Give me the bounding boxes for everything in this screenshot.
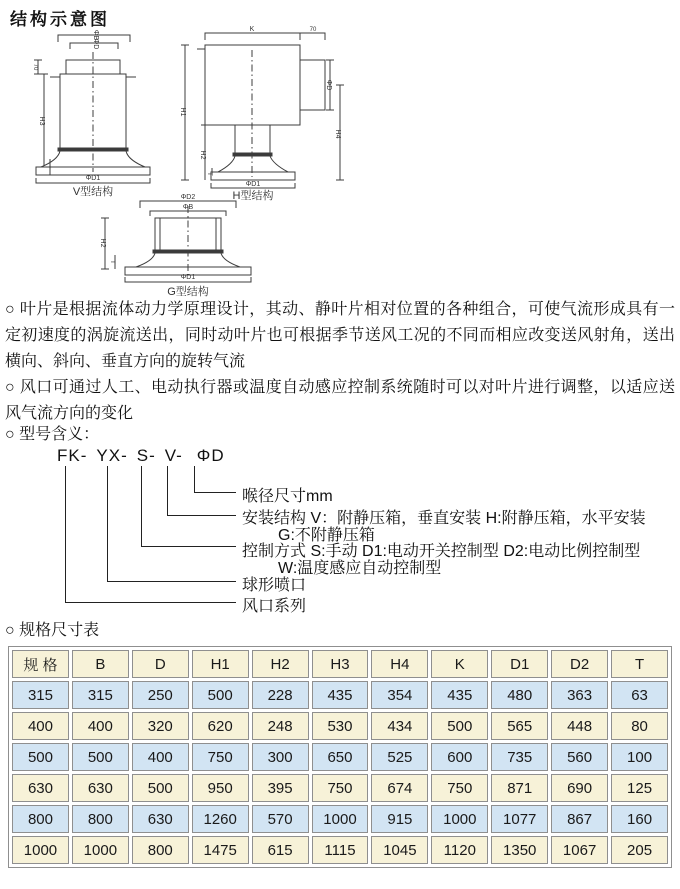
spec-cell: 800 <box>12 805 69 833</box>
spec-cell: 480 <box>491 681 548 709</box>
spec-cell: 800 <box>132 836 189 864</box>
model-label-install2: G:不附静压箱 <box>278 527 375 544</box>
v-type-diagram <box>32 30 150 198</box>
spec-cell: 248 <box>252 712 309 740</box>
h-dim-phiD: ΦD <box>325 79 332 91</box>
spec-cell: 1000 <box>72 836 129 864</box>
spec-cell: 1045 <box>371 836 428 864</box>
spec-cell: 395 <box>252 774 309 802</box>
spec-cell: 650 <box>312 743 369 771</box>
spec-cell: 400 <box>132 743 189 771</box>
v-dim-H3: H3 <box>38 116 45 126</box>
spec-cell: 615 <box>252 836 309 864</box>
spec-cell: 630 <box>132 805 189 833</box>
spec-cell: 228 <box>252 681 309 709</box>
v-dim-70: 70 <box>32 63 38 71</box>
spec-col-header: D2 <box>551 650 608 678</box>
model-meaning-heading: ○ 型号含义： <box>5 426 100 443</box>
spec-cell: 1475 <box>192 836 249 864</box>
spec-cell: 565 <box>491 712 548 740</box>
spec-cell: 570 <box>252 805 309 833</box>
spec-cell: 750 <box>192 743 249 771</box>
spec-row <box>12 681 668 709</box>
spec-col-header: H3 <box>312 650 369 678</box>
feature-bullet-control: ○ 风口可通过人工、电动执行器或温度自动感应控制系统随时可以对叶片进行调整，以适应送风气流方向的变化 <box>5 379 675 422</box>
spec-row <box>12 774 668 802</box>
model-code <box>57 446 225 466</box>
spec-col-header: T <box>611 650 668 678</box>
spec-cell: 525 <box>371 743 428 771</box>
model-label-control2: W:温度感应自动控制型 <box>278 560 442 577</box>
spec-cell: 250 <box>132 681 189 709</box>
model-label-throat: 喉径尺寸mm <box>242 488 333 505</box>
spec-cell: 560 <box>551 743 608 771</box>
g-dim-H2: H2 <box>99 238 106 248</box>
spec-cell: 1067 <box>551 836 608 864</box>
spec-cell: 448 <box>551 712 608 740</box>
model-code-control: S- <box>136 446 156 465</box>
spec-cell: 1120 <box>431 836 488 864</box>
spec-cell: 315 <box>72 681 129 709</box>
spec-cell: 354 <box>371 681 428 709</box>
spec-cell: 735 <box>491 743 548 771</box>
spec-cell: 630 <box>12 774 69 802</box>
h-type-diagram <box>179 26 344 202</box>
model-connector-series <box>65 466 236 603</box>
spec-cell: 690 <box>551 774 608 802</box>
spec-row <box>12 836 668 864</box>
spec-cell: 500 <box>192 681 249 709</box>
g-dim-phiD1: ΦD1 <box>180 274 196 281</box>
g-type-diagram <box>99 194 251 298</box>
g-dim-phiB: ΦB <box>182 204 194 211</box>
model-label-series: 风口系列 <box>242 598 307 615</box>
spec-cell: 1115 <box>312 836 369 864</box>
v-dim-T: T <box>44 165 50 169</box>
spec-cell: 500 <box>12 743 69 771</box>
model-code-install: V- <box>164 446 183 465</box>
spec-col-header: D1 <box>491 650 548 678</box>
v-dim-phiD: ΦD <box>92 38 99 50</box>
spec-cell: 1350 <box>491 836 548 864</box>
spec-cell: 400 <box>72 712 129 740</box>
spec-cell: 674 <box>371 774 428 802</box>
spec-col-header: K <box>431 650 488 678</box>
h-dim-H1: H1 <box>179 107 186 117</box>
spec-cell: 100 <box>611 743 668 771</box>
spec-cell: 750 <box>312 774 369 802</box>
spec-table <box>8 646 672 868</box>
spec-cell: 600 <box>431 743 488 771</box>
spec-cell: 363 <box>551 681 608 709</box>
model-label-control: 控制方式 S:手动 D1:电动开关控制型 D2:电动比例控制型 <box>242 543 641 560</box>
spec-table-heading: ○ 规格尺寸表 <box>5 622 100 639</box>
v-dim-phiB: ΦB <box>92 29 99 41</box>
spec-cell: 434 <box>371 712 428 740</box>
spec-cell: 500 <box>431 712 488 740</box>
spec-cell: 871 <box>491 774 548 802</box>
feature-bullet-blades: ○ 叶片是根据流体动力学原理设计，其动、静叶片相对位置的各种组合，可使气流形成具有一定初速度的涡旋流送出，同时动叶片也可根据季节送风工况的不同而相应改变送风射角，送出横向、斜向、垂直方向的旋转气流 <box>5 301 675 370</box>
spec-row <box>12 712 668 740</box>
spec-cell: 1000 <box>12 836 69 864</box>
spec-cell: 435 <box>431 681 488 709</box>
spec-cell: 400 <box>12 712 69 740</box>
spec-cell: 620 <box>192 712 249 740</box>
g-caption: G型结构 <box>167 286 209 298</box>
spec-col-header: H4 <box>371 650 428 678</box>
spec-table-container <box>8 646 672 868</box>
model-code-throat: ΦD <box>196 446 225 465</box>
model-code-series: FK- <box>57 446 88 465</box>
model-label-nozzle: 球形喷口 <box>242 577 307 594</box>
spec-cell: 125 <box>611 774 668 802</box>
spec-cell: 320 <box>132 712 189 740</box>
spec-header-row <box>12 650 668 678</box>
spec-col-header: H1 <box>192 650 249 678</box>
spec-cell: 500 <box>72 743 129 771</box>
spec-col-header: H2 <box>252 650 309 678</box>
h-dim-phiD1: ΦD1 <box>245 181 261 188</box>
spec-cell: 315 <box>12 681 69 709</box>
spec-cell: 530 <box>312 712 369 740</box>
model-code-nozzle: YX- <box>96 446 128 465</box>
h-dim-T: T <box>206 172 212 176</box>
spec-row <box>12 805 668 833</box>
spec-cell: 63 <box>611 681 668 709</box>
spec-cell: 80 <box>611 712 668 740</box>
v-dim-phiD1: ΦD1 <box>85 175 101 182</box>
spec-row <box>12 743 668 771</box>
spec-cell: 160 <box>611 805 668 833</box>
v-caption: V型结构 <box>72 186 114 198</box>
spec-cell: 205 <box>611 836 668 864</box>
h-caption: H型结构 <box>232 190 274 202</box>
spec-cell: 435 <box>312 681 369 709</box>
h-dim-70: 70 <box>309 27 317 33</box>
spec-col-header: 规 格 <box>12 650 69 678</box>
spec-cell: 915 <box>371 805 428 833</box>
structure-diagrams <box>8 22 358 302</box>
spec-cell: 800 <box>72 805 129 833</box>
spec-cell: 750 <box>431 774 488 802</box>
spec-col-header: B <box>72 650 129 678</box>
h-dim-H4: H4 <box>334 129 341 139</box>
spec-cell: 1260 <box>192 805 249 833</box>
spec-cell: 1000 <box>431 805 488 833</box>
spec-cell: 867 <box>551 805 608 833</box>
h-dim-K: K <box>249 26 255 33</box>
h-dim-H2: H2 <box>199 150 206 160</box>
model-label-install: 安装结构 V：附静压箱，垂直安装 H:附静压箱，水平安装 <box>242 510 646 527</box>
page-title: 结构示意图 <box>10 10 110 29</box>
spec-cell: 500 <box>132 774 189 802</box>
spec-cell: 630 <box>72 774 129 802</box>
g-dim-phiD2: ΦD2 <box>180 194 196 201</box>
spec-cell: 1077 <box>491 805 548 833</box>
spec-col-header: D <box>132 650 189 678</box>
spec-cell: 1000 <box>312 805 369 833</box>
spec-cell: 300 <box>252 743 309 771</box>
spec-cell: 950 <box>192 774 249 802</box>
g-dim-T: T <box>109 260 115 264</box>
